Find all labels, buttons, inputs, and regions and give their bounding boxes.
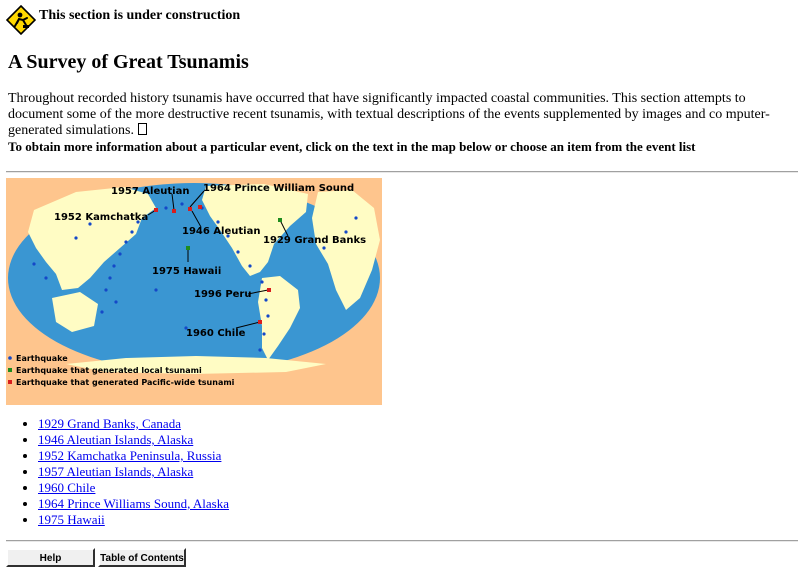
event-link-hawaii-1975[interactable]: 1975 Hawaii: [38, 512, 105, 527]
list-item: [38, 464, 229, 480]
map-label-kamchatka-1952[interactable]: 1952 Kamchatka: [54, 212, 149, 223]
peru-1996-marker[interactable]: [267, 288, 271, 292]
map-label-chile-1960[interactable]: 1960 Chile: [186, 328, 246, 339]
map-label-peru-1996[interactable]: 1996 Peru: [194, 289, 252, 300]
kamchatka-1952-marker[interactable]: [154, 208, 158, 212]
list-item: [38, 496, 229, 512]
list-item: [38, 432, 229, 448]
chile-1960-marker[interactable]: [258, 320, 262, 324]
legend-local-tsunami: Earthquake that generated local tsunami: [16, 366, 202, 375]
map-label-hawaii-1975[interactable]: 1975 Hawaii: [152, 266, 222, 277]
list-item: [38, 480, 229, 496]
intro-paragraph: [8, 91, 792, 139]
under-construction-text: This section is under construction: [39, 7, 241, 23]
help-button[interactable]: Help: [6, 548, 95, 567]
aleutian-1957-marker[interactable]: [172, 209, 176, 213]
event-link-aleutian-1957[interactable]: 1957 Aleutian Islands, Alaska: [38, 464, 194, 479]
map-label-aleutian-1946[interactable]: 1946 Aleutian: [182, 226, 261, 237]
legend-local-marker: [8, 368, 12, 372]
map-label-prince-william-1964[interactable]: 1964 Prince William Sound: [203, 183, 355, 194]
instruction-text: To obtain more information about a particular event, click on the text in the map below or choose an item from the event list: [8, 139, 696, 154]
intro-text: Throughout recorded history tsunamis have occurred that have significantly impacted coastal communities. This section attempts to document some of the more destructive recent tsunamis, with textual descriptions of the events supplemented by images and co mputer-generated simulations.: [8, 91, 770, 138]
table-of-contents-button[interactable]: Table of Contents: [98, 548, 186, 567]
aleutian-1946-marker[interactable]: [188, 207, 192, 211]
legend-earthquake-marker: [8, 356, 12, 360]
grand-banks-1929-marker[interactable]: [278, 218, 282, 222]
event-link-kamchatka-1952[interactable]: 1952 Kamchatka Peninsula, Russia: [38, 448, 222, 463]
event-link-prince-william-1964[interactable]: 1964 Prince Williams Sound, Alaska: [38, 496, 229, 511]
list-item: [38, 448, 229, 464]
missing-glyph-box: [138, 123, 147, 135]
event-link-grand-banks-1929[interactable]: 1929 Grand Banks, Canada: [38, 416, 181, 431]
tsunami-event-map: [6, 178, 382, 405]
legend-earthquake: Earthquake: [16, 354, 68, 363]
map-label-aleutian-1957[interactable]: 1957 Aleutian: [111, 186, 190, 197]
list-item: [38, 416, 229, 432]
under-construction-notice: [6, 5, 240, 35]
event-link-chile-1960[interactable]: 1960 Chile: [38, 480, 96, 495]
divider-bottom: [6, 540, 798, 542]
legend-pacific-marker: [8, 380, 12, 384]
event-list: [8, 416, 229, 528]
list-item: [38, 512, 229, 528]
prince-william-1964-marker[interactable]: [198, 205, 202, 209]
divider-top: [6, 171, 798, 173]
page-title: A Survey of Great Tsunamis: [8, 51, 249, 73]
construction-worker-icon: [6, 5, 36, 35]
legend-pacific-tsunami: Earthquake that generated Pacific-wide tsunami: [16, 378, 235, 387]
event-link-aleutian-1946[interactable]: 1946 Aleutian Islands, Alaska: [38, 432, 194, 447]
map-label-grand-banks-1929[interactable]: 1929 Grand Banks: [263, 235, 367, 246]
hawaii-1975-marker[interactable]: [186, 246, 190, 250]
